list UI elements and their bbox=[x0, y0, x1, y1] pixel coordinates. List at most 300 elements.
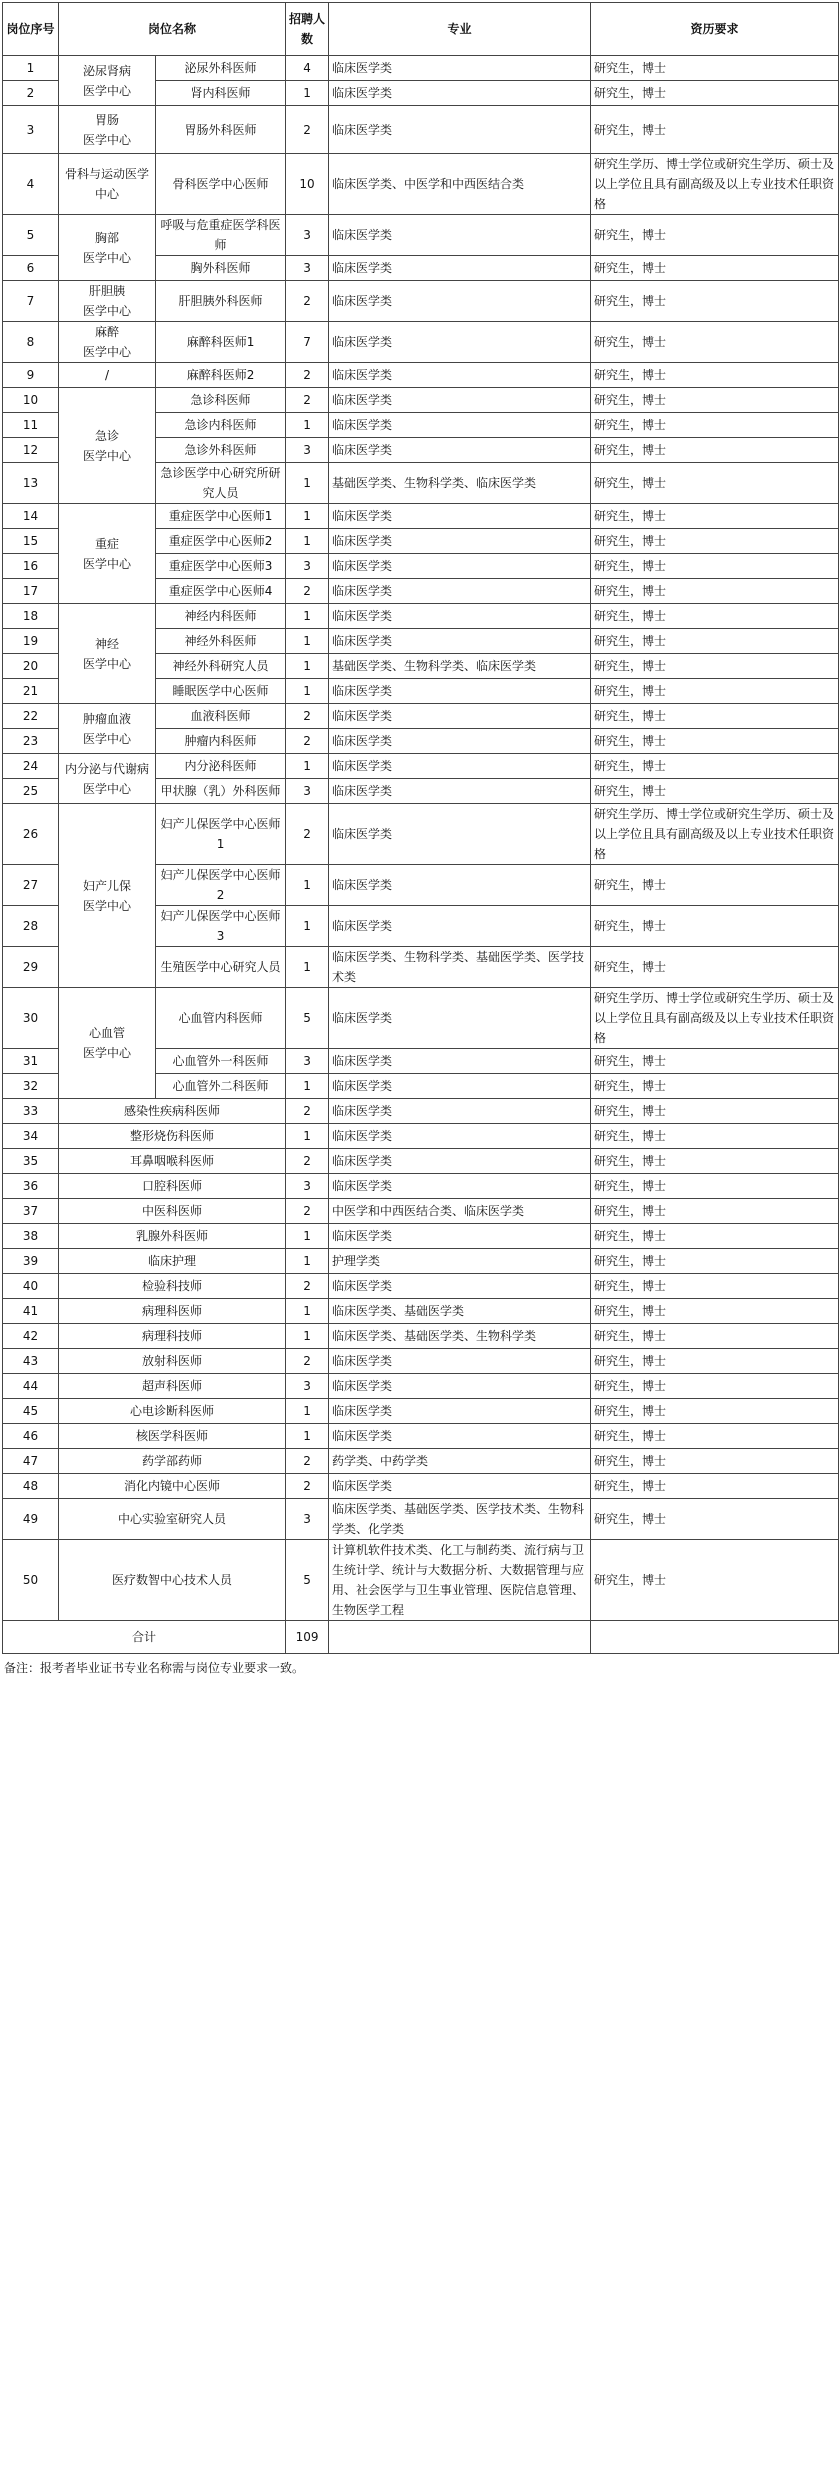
department-line: 肝胆胰 bbox=[88, 284, 125, 298]
row-qualification: 研究生，博士 bbox=[591, 1499, 839, 1540]
row-major: 药学类、中药学类 bbox=[329, 1449, 591, 1474]
row-seq: 23 bbox=[3, 729, 59, 754]
row-seq: 14 bbox=[3, 504, 59, 529]
row-major: 临床医学类 bbox=[329, 988, 591, 1049]
row-position: 麻醉科医师2 bbox=[156, 363, 286, 388]
row-qualification: 研究生，博士 bbox=[591, 1449, 839, 1474]
row-qualification: 研究生，博士 bbox=[591, 1249, 839, 1274]
table-row bbox=[3, 215, 839, 256]
row-department bbox=[59, 754, 156, 804]
row-major: 护理学类 bbox=[329, 1249, 591, 1274]
department-line: 医学中心 bbox=[82, 731, 131, 746]
department-line: 麻醉 bbox=[94, 325, 119, 339]
row-qualification: 研究生，博士 bbox=[591, 504, 839, 529]
row-major: 临床医学类 bbox=[329, 81, 591, 106]
row-qualification: 研究生，博士 bbox=[591, 1149, 839, 1174]
row-seq: 18 bbox=[3, 604, 59, 629]
row-seq: 29 bbox=[3, 947, 59, 988]
row-seq: 33 bbox=[3, 1099, 59, 1124]
row-position-name: 药学部药师 bbox=[59, 1449, 286, 1474]
row-qualification: 研究生学历、博士学位或研究生学历、硕士及以上学位且具有副高级及以上专业技术任职资格 bbox=[591, 988, 839, 1049]
row-major: 临床医学类 bbox=[329, 554, 591, 579]
row-seq: 24 bbox=[3, 754, 59, 779]
row-count: 3 bbox=[286, 215, 329, 256]
row-position-name: 病理科技师 bbox=[59, 1324, 286, 1349]
row-qualification: 研究生，博士 bbox=[591, 1374, 839, 1399]
department-line: 中心 bbox=[94, 187, 119, 201]
row-major: 基础医学类、生物科学类、临床医学类 bbox=[329, 463, 591, 504]
row-qualification: 研究生，博士 bbox=[591, 704, 839, 729]
total-empty-major bbox=[329, 1621, 591, 1654]
row-position: 骨科医学中心医师 bbox=[156, 154, 286, 215]
footnote: 备注：报考者毕业证书专业名称需与岗位专业要求一致。 bbox=[4, 1661, 305, 1675]
department-line: 内分泌与代谢病 bbox=[64, 761, 149, 776]
department-line: / bbox=[104, 368, 110, 382]
row-count: 2 bbox=[286, 388, 329, 413]
table-row bbox=[3, 1099, 839, 1124]
table-row bbox=[3, 1274, 839, 1299]
row-major: 临床医学类 bbox=[329, 56, 591, 81]
row-count: 1 bbox=[286, 906, 329, 947]
row-seq: 3 bbox=[3, 106, 59, 154]
row-count: 1 bbox=[286, 604, 329, 629]
row-qualification: 研究生，博士 bbox=[591, 604, 839, 629]
row-seq: 32 bbox=[3, 1074, 59, 1099]
row-department bbox=[59, 604, 156, 704]
row-count: 3 bbox=[286, 256, 329, 281]
row-position-name: 临床护理 bbox=[59, 1249, 286, 1274]
department-line: 医学中心 bbox=[82, 1046, 131, 1060]
row-position: 呼吸与危重症医学科医师 bbox=[156, 215, 286, 256]
row-seq: 7 bbox=[3, 281, 59, 322]
row-position: 泌尿外科医师 bbox=[156, 56, 286, 81]
row-major: 计算机软件技术类、化工与制药类、流行病与卫生统计学、统计与大数据分析、大数据管理与应用、社会医学与卫生事业管理、医院信息管理、生物医学工程 bbox=[329, 1540, 591, 1621]
row-position-name: 乳腺外科医师 bbox=[59, 1224, 286, 1249]
row-department bbox=[59, 106, 156, 154]
row-count: 3 bbox=[286, 1049, 329, 1074]
row-position-name: 消化内镜中心医师 bbox=[59, 1474, 286, 1499]
row-major: 临床医学类 bbox=[329, 729, 591, 754]
row-seq: 40 bbox=[3, 1274, 59, 1299]
row-position: 内分泌科医师 bbox=[156, 754, 286, 779]
row-qualification: 研究生，博士 bbox=[591, 1049, 839, 1074]
table-row bbox=[3, 388, 839, 413]
row-major: 临床医学类 bbox=[329, 704, 591, 729]
row-count: 3 bbox=[286, 1374, 329, 1399]
row-seq: 5 bbox=[3, 215, 59, 256]
row-seq: 35 bbox=[3, 1149, 59, 1174]
department-line: 心血管 bbox=[88, 1026, 125, 1040]
table-row bbox=[3, 1399, 839, 1424]
row-seq: 43 bbox=[3, 1349, 59, 1374]
table-row bbox=[3, 1424, 839, 1449]
row-position: 神经外科研究人员 bbox=[156, 654, 286, 679]
row-department bbox=[59, 388, 156, 504]
row-seq: 25 bbox=[3, 779, 59, 804]
row-count: 1 bbox=[286, 463, 329, 504]
row-position-name: 医疗数智中心技术人员 bbox=[59, 1540, 286, 1621]
row-count: 2 bbox=[286, 1449, 329, 1474]
row-qualification: 研究生，博士 bbox=[591, 1099, 839, 1124]
table-row bbox=[3, 604, 839, 629]
row-major: 临床医学类、基础医学类、医学技术类、生物科学类、化学类 bbox=[329, 1499, 591, 1540]
row-qualification: 研究生，博士 bbox=[591, 554, 839, 579]
row-department bbox=[59, 988, 156, 1099]
row-count: 1 bbox=[286, 1074, 329, 1099]
row-count: 1 bbox=[286, 654, 329, 679]
row-department bbox=[59, 504, 156, 604]
table-row bbox=[3, 1249, 839, 1274]
department-line: 重症 bbox=[94, 536, 119, 551]
row-seq: 15 bbox=[3, 529, 59, 554]
row-position: 肾内科医师 bbox=[156, 81, 286, 106]
row-qualification: 研究生，博士 bbox=[591, 679, 839, 704]
row-department bbox=[59, 56, 156, 106]
row-qualification: 研究生，博士 bbox=[591, 413, 839, 438]
row-position-name: 中心实验室研究人员 bbox=[59, 1499, 286, 1540]
department-line: 医学中心 bbox=[82, 345, 131, 359]
row-qualification: 研究生，博士 bbox=[591, 106, 839, 154]
row-qualification: 研究生，博士 bbox=[591, 81, 839, 106]
row-major: 临床医学类 bbox=[329, 1399, 591, 1424]
row-major: 临床医学类 bbox=[329, 679, 591, 704]
row-major: 临床医学类 bbox=[329, 504, 591, 529]
row-seq: 27 bbox=[3, 865, 59, 906]
row-department bbox=[59, 363, 156, 388]
row-qualification: 研究生，博士 bbox=[591, 779, 839, 804]
row-count: 1 bbox=[286, 679, 329, 704]
department-line: 骨科与运动医学 bbox=[64, 167, 149, 181]
row-position: 神经内科医师 bbox=[156, 604, 286, 629]
row-seq: 41 bbox=[3, 1299, 59, 1324]
row-position-name: 整形烧伤科医师 bbox=[59, 1124, 286, 1149]
row-major: 临床医学类 bbox=[329, 1174, 591, 1199]
table-row bbox=[3, 1540, 839, 1621]
row-position: 心血管外二科医师 bbox=[156, 1074, 286, 1099]
total-empty-qual bbox=[591, 1621, 839, 1654]
header-qualification: 资历要求 bbox=[591, 3, 839, 56]
row-seq: 39 bbox=[3, 1249, 59, 1274]
row-seq: 44 bbox=[3, 1374, 59, 1399]
table-row bbox=[3, 804, 839, 865]
row-seq: 16 bbox=[3, 554, 59, 579]
row-count: 1 bbox=[286, 529, 329, 554]
row-seq: 47 bbox=[3, 1449, 59, 1474]
row-seq: 12 bbox=[3, 438, 59, 463]
row-count: 2 bbox=[286, 729, 329, 754]
department-line: 泌尿肾病 bbox=[82, 63, 131, 78]
row-qualification: 研究生，博士 bbox=[591, 256, 839, 281]
row-major: 临床医学类 bbox=[329, 363, 591, 388]
row-count: 3 bbox=[286, 779, 329, 804]
row-qualification: 研究生，博士 bbox=[591, 322, 839, 363]
row-count: 2 bbox=[286, 1349, 329, 1374]
row-qualification: 研究生，博士 bbox=[591, 865, 839, 906]
row-major: 临床医学类 bbox=[329, 1474, 591, 1499]
row-count: 3 bbox=[286, 1174, 329, 1199]
row-major: 临床医学类 bbox=[329, 1374, 591, 1399]
row-qualification: 研究生，博士 bbox=[591, 1199, 839, 1224]
header-count: 招聘人数 bbox=[286, 3, 329, 56]
row-major: 临床医学类 bbox=[329, 754, 591, 779]
table-row bbox=[3, 1349, 839, 1374]
row-position-name: 口腔科医师 bbox=[59, 1174, 286, 1199]
row-count: 1 bbox=[286, 754, 329, 779]
row-major: 临床医学类、基础医学类 bbox=[329, 1299, 591, 1324]
row-qualification: 研究生，博士 bbox=[591, 56, 839, 81]
row-seq: 42 bbox=[3, 1324, 59, 1349]
row-count: 1 bbox=[286, 1424, 329, 1449]
row-count: 2 bbox=[286, 363, 329, 388]
row-qualification: 研究生，博士 bbox=[591, 529, 839, 554]
row-seq: 17 bbox=[3, 579, 59, 604]
table-row bbox=[3, 1449, 839, 1474]
row-position: 妇产儿保医学中心医师3 bbox=[156, 906, 286, 947]
row-count: 3 bbox=[286, 554, 329, 579]
row-count: 1 bbox=[286, 1299, 329, 1324]
row-seq: 34 bbox=[3, 1124, 59, 1149]
row-position: 睡眠医学中心医师 bbox=[156, 679, 286, 704]
department-line: 医学中心 bbox=[82, 304, 131, 318]
row-major: 临床医学类 bbox=[329, 804, 591, 865]
row-major: 临床医学类 bbox=[329, 865, 591, 906]
row-position: 肝胆胰外科医师 bbox=[156, 281, 286, 322]
row-position: 心血管外一科医师 bbox=[156, 1049, 286, 1074]
row-seq: 4 bbox=[3, 154, 59, 215]
row-qualification: 研究生，博士 bbox=[591, 1349, 839, 1374]
table-body bbox=[3, 56, 839, 1621]
department-line: 医学中心 bbox=[82, 898, 131, 913]
table-row bbox=[3, 56, 839, 81]
row-seq: 28 bbox=[3, 906, 59, 947]
row-count: 1 bbox=[286, 947, 329, 988]
department-line: 胸部 bbox=[94, 230, 119, 245]
recruitment-table bbox=[2, 2, 839, 1654]
row-count: 1 bbox=[286, 629, 329, 654]
row-position: 急诊外科医师 bbox=[156, 438, 286, 463]
table-row bbox=[3, 1224, 839, 1249]
row-seq: 6 bbox=[3, 256, 59, 281]
table-row bbox=[3, 1499, 839, 1540]
row-position: 麻醉科医师1 bbox=[156, 322, 286, 363]
row-major: 临床医学类 bbox=[329, 604, 591, 629]
row-seq: 30 bbox=[3, 988, 59, 1049]
row-seq: 20 bbox=[3, 654, 59, 679]
row-qualification: 研究生，博士 bbox=[591, 1299, 839, 1324]
row-count: 1 bbox=[286, 1249, 329, 1274]
row-qualification: 研究生，博士 bbox=[591, 1424, 839, 1449]
row-major: 临床医学类 bbox=[329, 1149, 591, 1174]
row-qualification: 研究生，博士 bbox=[591, 463, 839, 504]
table-row bbox=[3, 1149, 839, 1174]
row-qualification: 研究生，博士 bbox=[591, 281, 839, 322]
row-seq: 50 bbox=[3, 1540, 59, 1621]
row-qualification: 研究生，博士 bbox=[591, 438, 839, 463]
row-major: 临床医学类 bbox=[329, 388, 591, 413]
row-major: 临床医学类 bbox=[329, 322, 591, 363]
row-count: 1 bbox=[286, 865, 329, 906]
row-seq: 13 bbox=[3, 463, 59, 504]
department-line: 医学中心 bbox=[82, 448, 131, 463]
row-qualification: 研究生，博士 bbox=[591, 947, 839, 988]
row-major: 临床医学类 bbox=[329, 1274, 591, 1299]
row-seq: 8 bbox=[3, 322, 59, 363]
row-major: 临床医学类、生物科学类、基础医学类、医学技术类 bbox=[329, 947, 591, 988]
department-line: 医学中心 bbox=[82, 781, 131, 796]
row-seq: 21 bbox=[3, 679, 59, 704]
row-qualification: 研究生，博士 bbox=[591, 906, 839, 947]
row-count: 2 bbox=[286, 804, 329, 865]
row-position: 胃肠外科医师 bbox=[156, 106, 286, 154]
row-seq: 2 bbox=[3, 81, 59, 106]
row-qualification: 研究生，博士 bbox=[591, 388, 839, 413]
table-row bbox=[3, 322, 839, 363]
row-count: 2 bbox=[286, 579, 329, 604]
row-count: 1 bbox=[286, 1399, 329, 1424]
row-major: 临床医学类 bbox=[329, 779, 591, 804]
row-qualification: 研究生，博士 bbox=[591, 1074, 839, 1099]
department-line: 神经 bbox=[94, 636, 119, 651]
row-position: 甲状腺（乳）外科医师 bbox=[156, 779, 286, 804]
department-line: 医学中心 bbox=[82, 83, 131, 98]
row-count: 3 bbox=[286, 438, 329, 463]
header-seq: 岗位序号 bbox=[3, 3, 59, 56]
row-major: 临床医学类 bbox=[329, 629, 591, 654]
row-department bbox=[59, 154, 156, 215]
row-seq: 10 bbox=[3, 388, 59, 413]
row-count: 2 bbox=[286, 1149, 329, 1174]
row-count: 2 bbox=[286, 1199, 329, 1224]
row-position-name: 超声科医师 bbox=[59, 1374, 286, 1399]
row-major: 临床医学类 bbox=[329, 256, 591, 281]
table-row bbox=[3, 281, 839, 322]
row-qualification: 研究生，博士 bbox=[591, 1540, 839, 1621]
row-major: 临床医学类 bbox=[329, 1049, 591, 1074]
row-position-name: 感染性疾病科医师 bbox=[59, 1099, 286, 1124]
row-qualification: 研究生，博士 bbox=[591, 1324, 839, 1349]
row-position: 急诊医学中心研究所研究人员 bbox=[156, 463, 286, 504]
row-count: 7 bbox=[286, 322, 329, 363]
table-row bbox=[3, 154, 839, 215]
row-position: 肿瘤内科医师 bbox=[156, 729, 286, 754]
table-row bbox=[3, 504, 839, 529]
row-department bbox=[59, 804, 156, 988]
row-major: 临床医学类 bbox=[329, 281, 591, 322]
row-count: 4 bbox=[286, 56, 329, 81]
row-position: 重症医学中心医师1 bbox=[156, 504, 286, 529]
row-count: 1 bbox=[286, 413, 329, 438]
table-row bbox=[3, 1374, 839, 1399]
department-line: 医学中心 bbox=[82, 132, 131, 147]
row-count: 2 bbox=[286, 281, 329, 322]
row-position-name: 病理科医师 bbox=[59, 1299, 286, 1324]
row-count: 2 bbox=[286, 1099, 329, 1124]
row-count: 1 bbox=[286, 1224, 329, 1249]
row-qualification: 研究生，博士 bbox=[591, 579, 839, 604]
row-seq: 37 bbox=[3, 1199, 59, 1224]
row-seq: 45 bbox=[3, 1399, 59, 1424]
row-qualification: 研究生，博士 bbox=[591, 215, 839, 256]
row-seq: 22 bbox=[3, 704, 59, 729]
row-major: 临床医学类 bbox=[329, 106, 591, 154]
row-seq: 36 bbox=[3, 1174, 59, 1199]
table-row bbox=[3, 1174, 839, 1199]
row-seq: 48 bbox=[3, 1474, 59, 1499]
row-seq: 49 bbox=[3, 1499, 59, 1540]
row-count: 5 bbox=[286, 988, 329, 1049]
row-position-name: 放射科医师 bbox=[59, 1349, 286, 1374]
department-line: 肿瘤血液 bbox=[82, 711, 131, 726]
row-position: 生殖医学中心研究人员 bbox=[156, 947, 286, 988]
row-major: 中医学和中西医结合类、临床医学类 bbox=[329, 1199, 591, 1224]
row-major: 临床医学类 bbox=[329, 1074, 591, 1099]
row-major: 临床医学类 bbox=[329, 215, 591, 256]
row-major: 临床医学类、中医学和中西医结合类 bbox=[329, 154, 591, 215]
row-count: 2 bbox=[286, 106, 329, 154]
table-row bbox=[3, 106, 839, 154]
row-department bbox=[59, 281, 156, 322]
total-label: 合计 bbox=[3, 1621, 286, 1654]
row-major: 临床医学类 bbox=[329, 1349, 591, 1374]
total-row bbox=[3, 1621, 839, 1654]
row-position: 重症医学中心医师4 bbox=[156, 579, 286, 604]
header-position-name: 岗位名称 bbox=[59, 3, 286, 56]
table-row bbox=[3, 704, 839, 729]
row-count: 1 bbox=[286, 1324, 329, 1349]
row-position: 胸外科医师 bbox=[156, 256, 286, 281]
table-header-row bbox=[3, 3, 839, 56]
row-count: 1 bbox=[286, 1124, 329, 1149]
department-line: 急诊 bbox=[94, 428, 119, 443]
table-row bbox=[3, 1124, 839, 1149]
row-position-name: 耳鼻咽喉科医师 bbox=[59, 1149, 286, 1174]
department-line: 医学中心 bbox=[82, 556, 131, 571]
department-line: 妇产儿保 bbox=[82, 878, 131, 893]
row-position-name: 中医科医师 bbox=[59, 1199, 286, 1224]
table-row bbox=[3, 1199, 839, 1224]
row-position: 重症医学中心医师3 bbox=[156, 554, 286, 579]
row-qualification: 研究生，博士 bbox=[591, 1224, 839, 1249]
row-qualification: 研究生，博士 bbox=[591, 654, 839, 679]
row-qualification: 研究生，博士 bbox=[591, 1274, 839, 1299]
row-count: 2 bbox=[286, 1274, 329, 1299]
row-major: 临床医学类 bbox=[329, 579, 591, 604]
row-position: 妇产儿保医学中心医师2 bbox=[156, 865, 286, 906]
row-count: 1 bbox=[286, 504, 329, 529]
row-qualification: 研究生，博士 bbox=[591, 1174, 839, 1199]
row-qualification: 研究生，博士 bbox=[591, 363, 839, 388]
row-seq: 11 bbox=[3, 413, 59, 438]
recruitment-table-wrapper bbox=[2, 2, 838, 1678]
total-count: 109 bbox=[286, 1621, 329, 1654]
row-major: 基础医学类、生物科学类、临床医学类 bbox=[329, 654, 591, 679]
row-major: 临床医学类 bbox=[329, 1099, 591, 1124]
department-line: 医学中心 bbox=[82, 656, 131, 671]
header-major: 专业 bbox=[329, 3, 591, 56]
row-count: 3 bbox=[286, 1499, 329, 1540]
table-row bbox=[3, 1324, 839, 1349]
row-position: 心血管内科医师 bbox=[156, 988, 286, 1049]
row-major: 临床医学类 bbox=[329, 438, 591, 463]
row-position: 重症医学中心医师2 bbox=[156, 529, 286, 554]
row-position-name: 心电诊断科医师 bbox=[59, 1399, 286, 1424]
table-row bbox=[3, 363, 839, 388]
row-qualification: 研究生，博士 bbox=[591, 1474, 839, 1499]
row-seq: 19 bbox=[3, 629, 59, 654]
row-major: 临床医学类 bbox=[329, 1424, 591, 1449]
department-line: 医学中心 bbox=[82, 250, 131, 265]
row-position: 血液科医师 bbox=[156, 704, 286, 729]
